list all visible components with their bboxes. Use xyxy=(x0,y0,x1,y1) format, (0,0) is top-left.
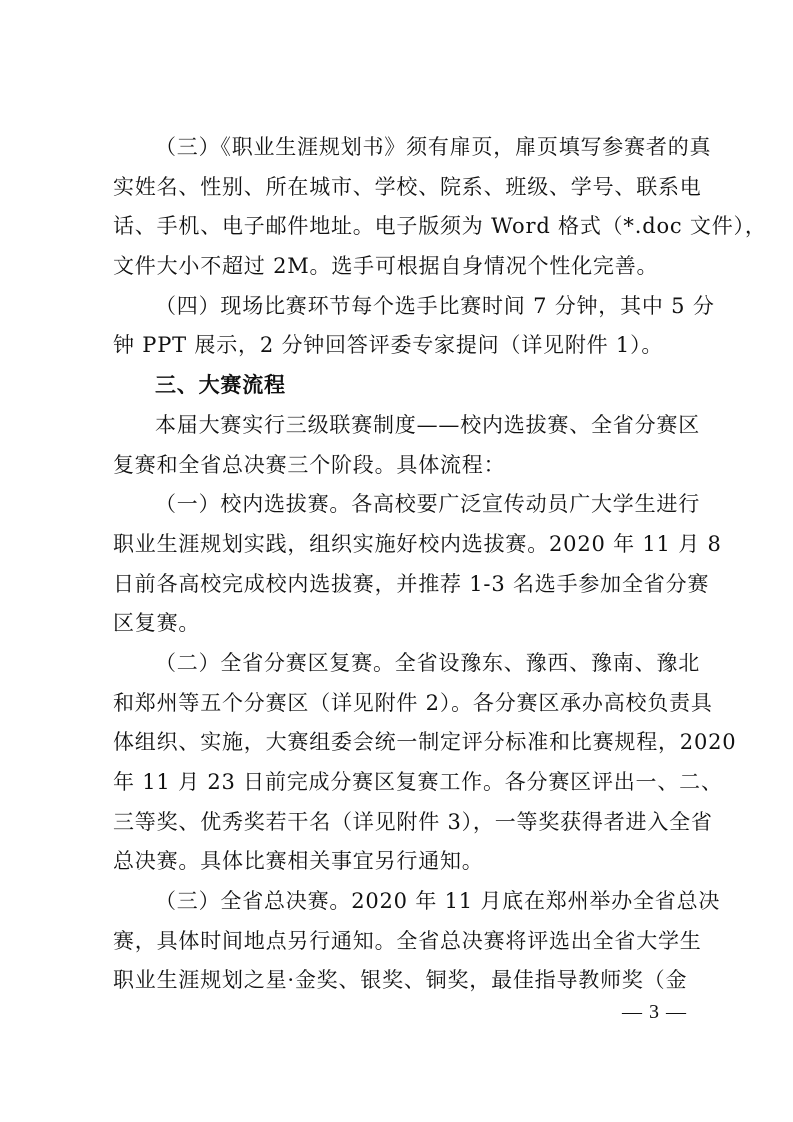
paragraph-line: 年 11 月 23 日前完成分赛区复赛工作。各分赛区评出一、二、 xyxy=(113,770,723,794)
paragraph-line: 三等奖、优秀奖若干名（详见附件 3），一等奖获得者进入全省 xyxy=(113,809,713,834)
body-text xyxy=(113,128,767,1001)
paragraph-line: 复赛和全省总决赛三个阶段。具体流程： xyxy=(113,452,506,477)
paragraph-line: 本届大赛实行三级联赛制度——校内选拔赛、全省分赛区 xyxy=(155,412,700,437)
paragraph-line: 赛，具体时间地点另行通知。全省总决赛将评选出全省大学生 xyxy=(113,928,702,953)
paragraph-line: （三）《职业生涯规划书》须有扉页，扉页填写参赛者的真 xyxy=(155,135,712,159)
paragraph-line: （一）校内选拔赛。各高校要广泛宣传动员广大学生进行 xyxy=(155,492,700,517)
paragraph-line: 区复赛。 xyxy=(113,611,201,636)
paragraph-line: 总决赛。具体比赛相关事宜另行通知。 xyxy=(113,849,484,874)
page-number: — 3 — xyxy=(622,1001,687,1023)
paragraph-line: 职业生涯规划实践，组织实施好校内选拔赛。2020 年 11 月 8 xyxy=(113,531,722,556)
paragraph-line: 钟 PPT 展示，2 分钟回答评委专家提问（详见附件 1）。 xyxy=(113,333,664,358)
paragraph-line: （三）全省总决赛。2020 年 11 月底在郑州举办全省总决 xyxy=(155,889,721,914)
paragraph-line: 文件大小不超过 2M。选手可根据自身情况个性化完善。 xyxy=(113,254,659,279)
section-heading: 三、大赛流程 xyxy=(155,373,286,398)
paragraph-line: （二）全省分赛区复赛。全省设豫东、豫西、豫南、豫北 xyxy=(155,650,700,675)
paragraph-line: 实姓名、性别、所在城市、学校、院系、班级、学号、联系电 xyxy=(113,174,702,199)
paragraph-line: 和郑州等五个分赛区（详见附件 2）。各分赛区承办高校负责具 xyxy=(113,690,713,715)
paragraph-line: 职业生涯规划之星·金奖、银奖、铜奖，最佳指导教师奖（金 xyxy=(113,968,688,993)
paragraph-line: 话、手机、电子邮件地址。电子版须为 Word 格式（*.doc 文件）， xyxy=(113,214,767,239)
paragraph-line: 体组织、实施，大赛组委会统一制定评分标准和比赛规程，2020 xyxy=(113,730,737,755)
paragraph-line: （四）现场比赛环节每个选手比赛时间 7 分钟，其中 5 分 xyxy=(155,293,715,318)
paragraph-line: 日前各高校完成校内选拔赛，并推荐 1-3 名选手参加全省分赛 xyxy=(113,571,710,596)
